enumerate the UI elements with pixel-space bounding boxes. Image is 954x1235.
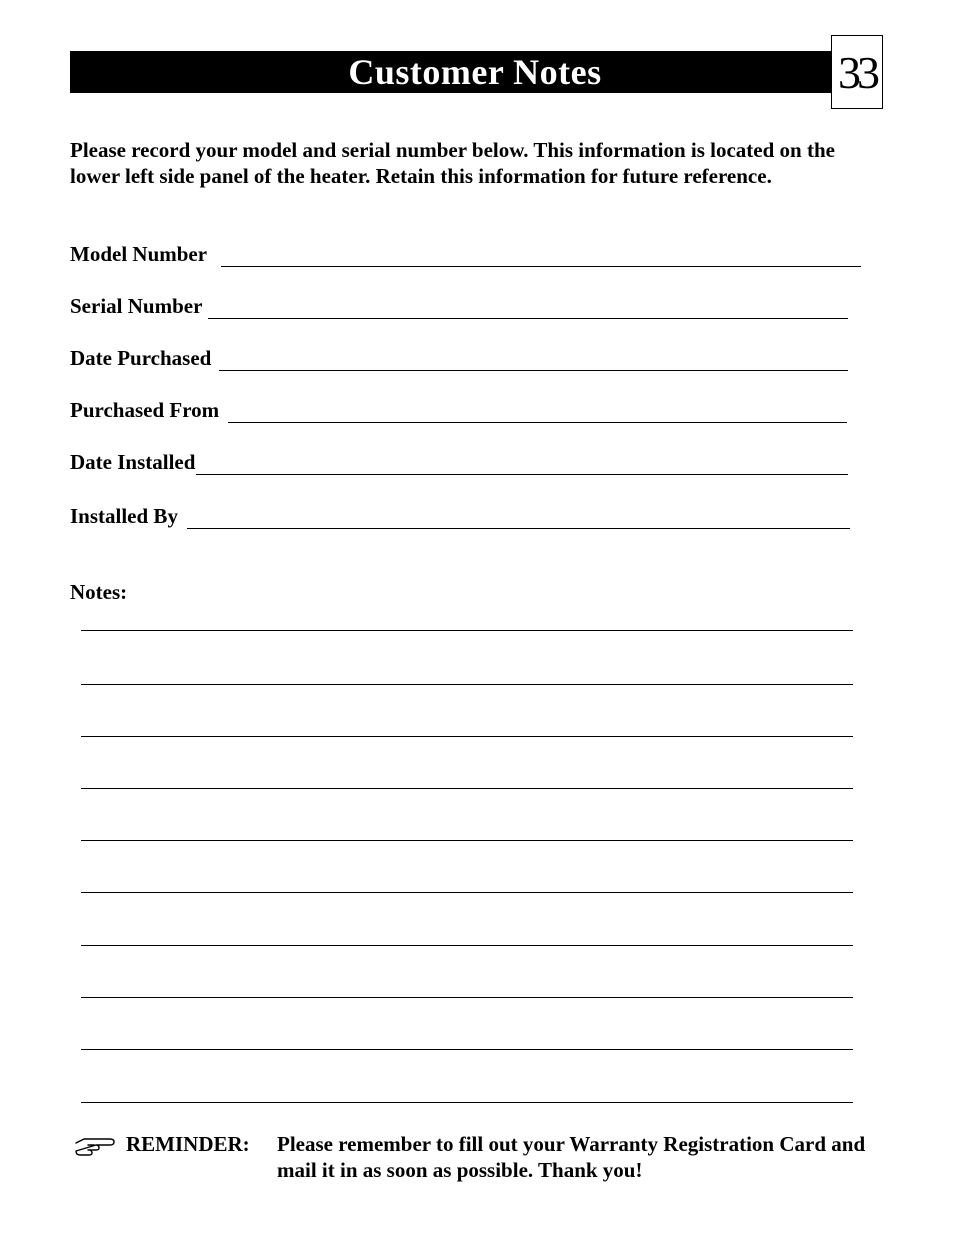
- installed-by-label: Installed By: [70, 504, 178, 528]
- intro-text: Please record your model and serial number below. This information is located on the lower left side panel of the heater. Retain this information for future reference.: [70, 138, 835, 188]
- reminder-label: REMINDER:: [126, 1132, 250, 1156]
- date-installed-line[interactable]: [196, 452, 848, 475]
- model-number-line[interactable]: [221, 244, 861, 267]
- date-installed-label: Date Installed: [70, 450, 196, 474]
- purchased-from-label: Purchased From: [70, 398, 220, 422]
- reminder-text: Please remember to fill out your Warranty Registration Card and mail it in as soon as possible. Thank you!: [277, 1132, 866, 1182]
- notes-label: Notes:: [70, 580, 128, 604]
- model-number-label: Model Number: [70, 242, 208, 266]
- date-purchased-line[interactable]: [219, 348, 848, 371]
- note-line[interactable]: [81, 684, 853, 685]
- installed-by-field: [70, 499, 850, 529]
- note-line[interactable]: [81, 1102, 853, 1103]
- serial-number-label: Serial Number: [70, 294, 203, 318]
- header-bar: [70, 51, 832, 93]
- installed-by-line[interactable]: [187, 506, 850, 529]
- date-installed-field: [70, 445, 848, 475]
- date-purchased-field: [70, 341, 848, 371]
- note-line[interactable]: [81, 788, 853, 789]
- purchased-from-line[interactable]: [228, 400, 847, 423]
- page-number: 33: [831, 35, 883, 109]
- note-line[interactable]: [81, 736, 853, 737]
- note-line[interactable]: [81, 840, 853, 841]
- pointing-hand-icon: [74, 1133, 116, 1157]
- model-number-field: [70, 237, 861, 267]
- serial-number-field: [70, 289, 848, 319]
- note-line[interactable]: [81, 945, 853, 946]
- page-title: Customer Notes: [348, 52, 602, 92]
- note-line[interactable]: [81, 892, 853, 893]
- note-line[interactable]: [81, 997, 853, 998]
- note-line[interactable]: [81, 630, 853, 631]
- date-purchased-label: Date Purchased: [70, 346, 212, 370]
- purchased-from-field: [70, 393, 847, 423]
- serial-number-line[interactable]: [208, 296, 848, 319]
- note-line[interactable]: [81, 1049, 853, 1050]
